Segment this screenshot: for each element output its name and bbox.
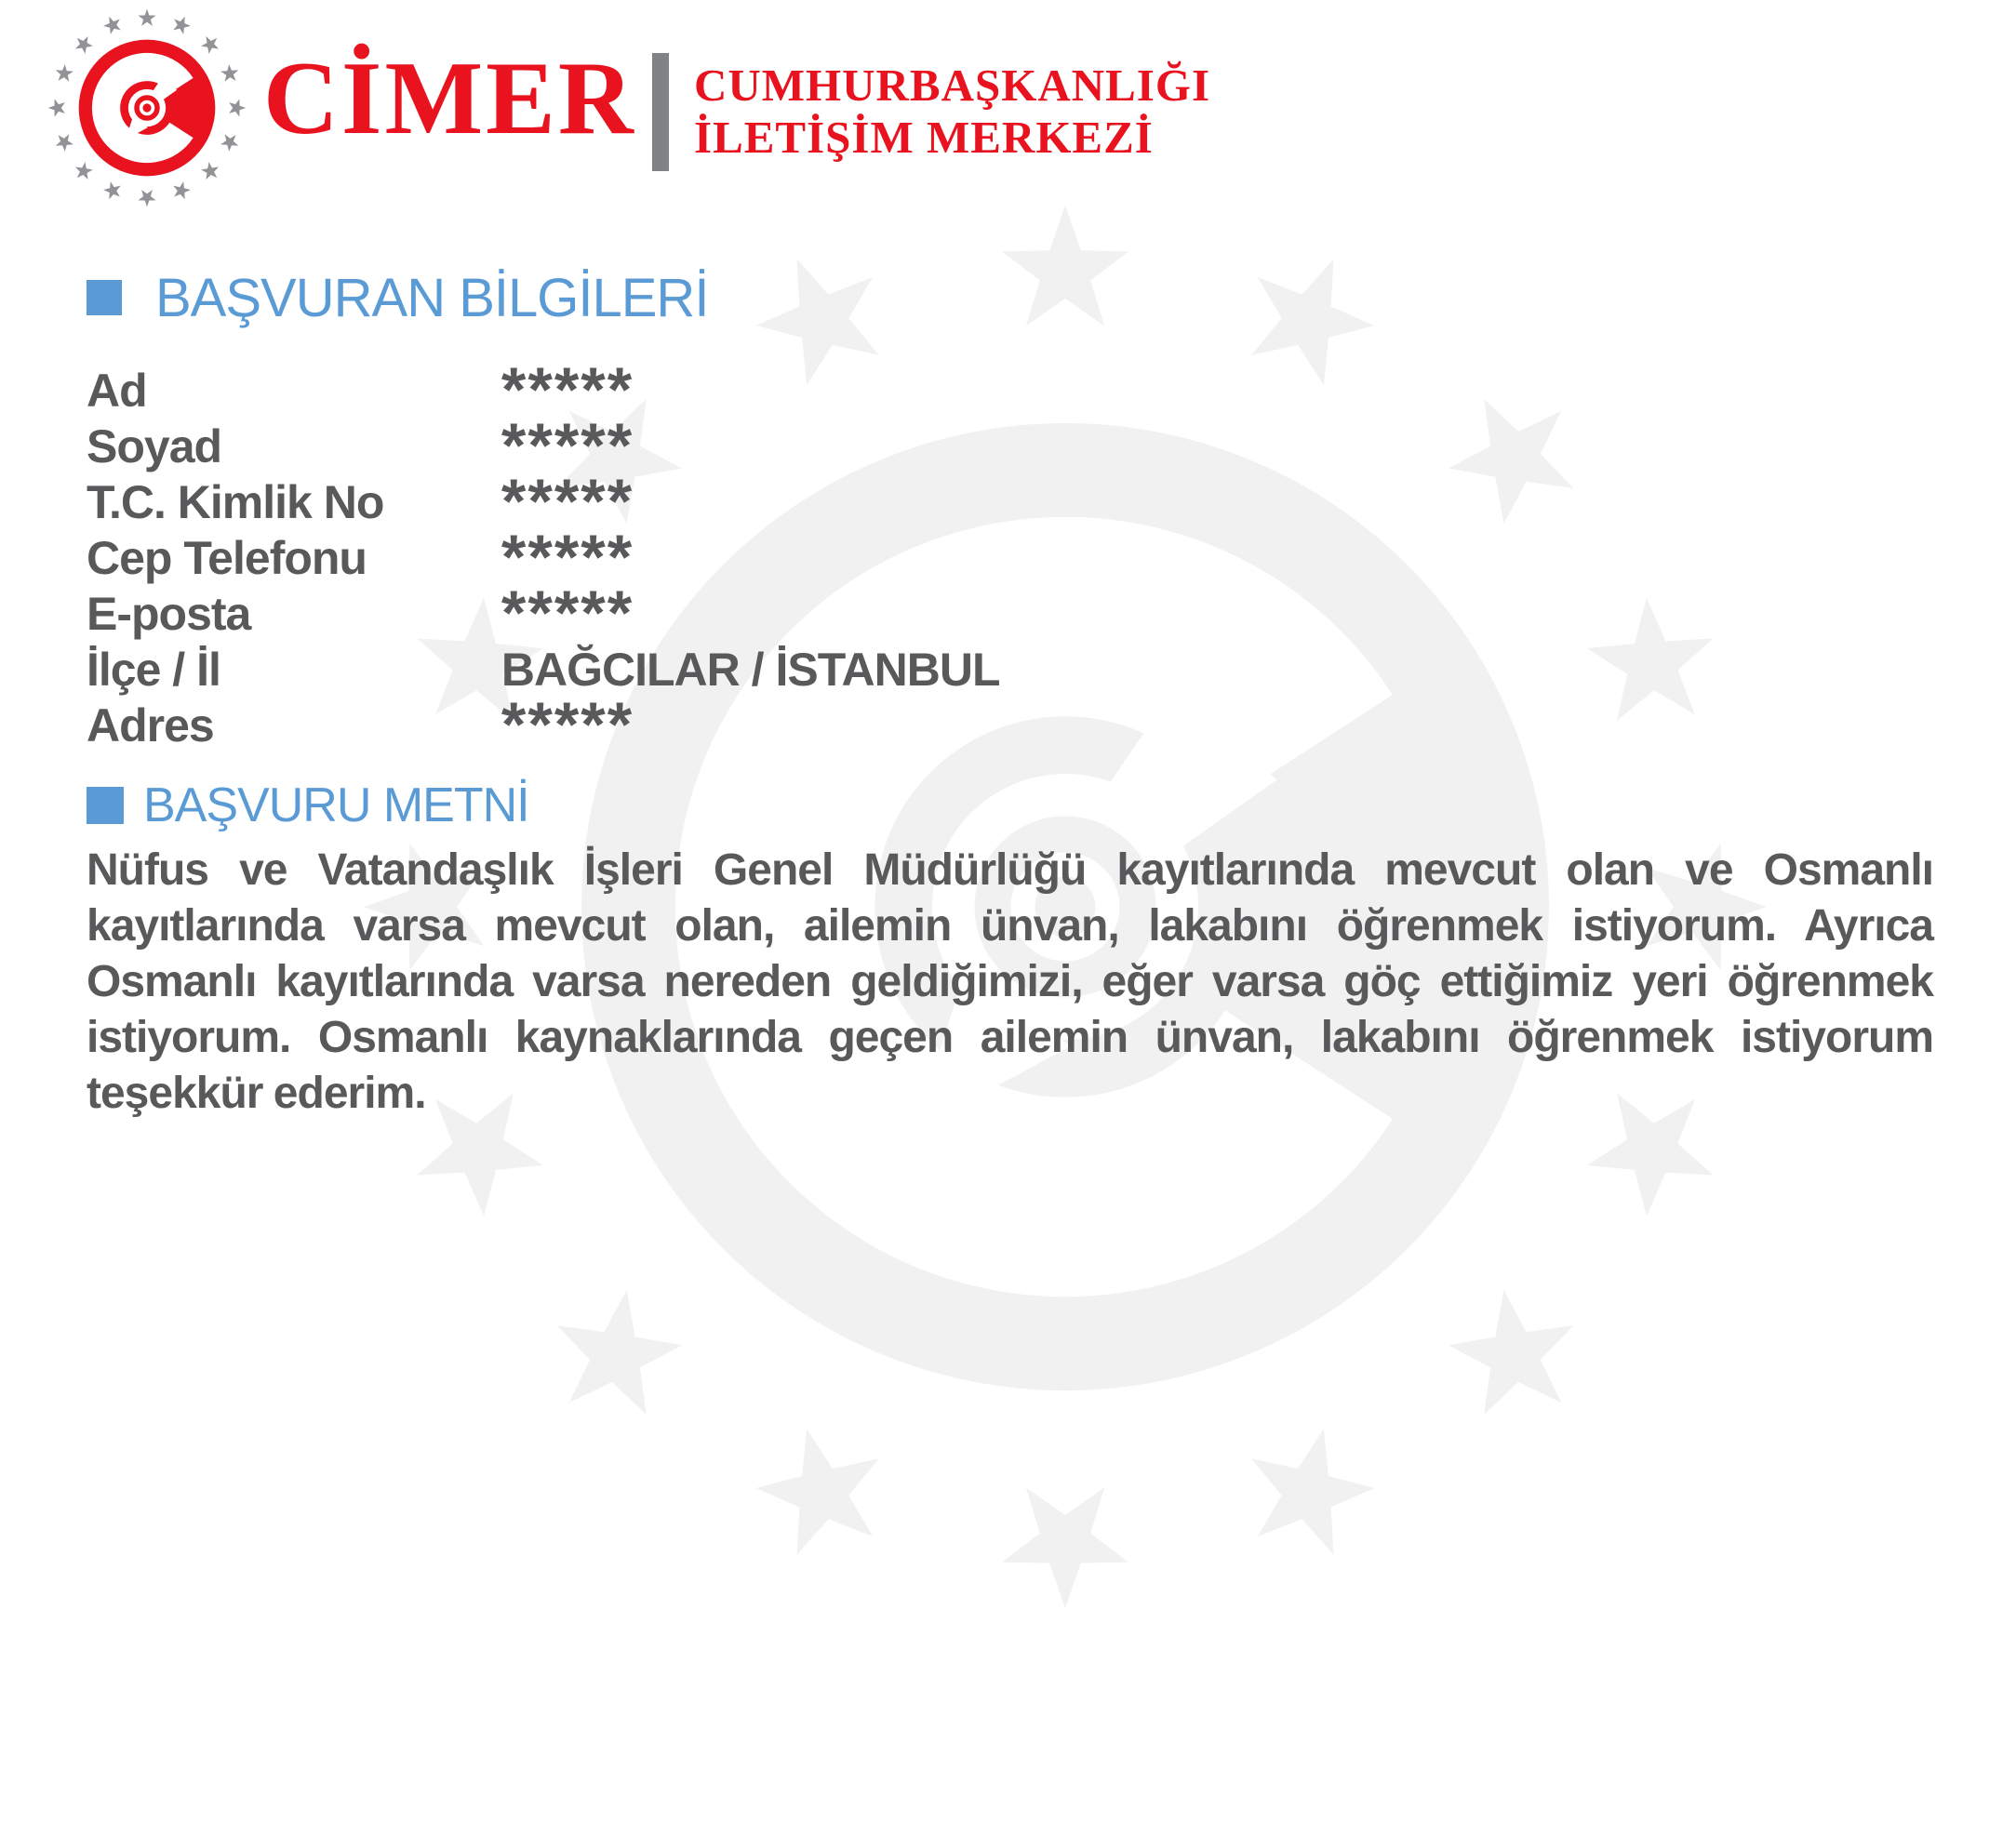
org-name bbox=[694, 60, 1210, 164]
field-value: ***** bbox=[501, 466, 634, 537]
header-divider bbox=[652, 53, 669, 171]
application-text: Nüfus ve Vatandaşlık İşleri Genel Müdürlüğü kayıtlarında mevcut olan ve Osmanlı kayıtlarında varsa mevcut olan, ailemin ünvan, lakabını öğrenmek istiyorum. Ayrıca Osmanlı kayıtlarında varsa nereden geldiğimizi, eğer varsa göç ettiğimiz yeri öğrenmek istiyorum. Osmanlı kaynaklarında geçen ailemin ünvan, lakabını öğrenmek istiyorum teşekkür ederim. bbox=[87, 845, 1933, 1118]
org-name-line2: İLETİŞİM MERKEZİ bbox=[694, 112, 1154, 163]
field-label: Adres bbox=[87, 699, 214, 751]
field-value: ***** bbox=[501, 354, 634, 425]
field-row bbox=[87, 578, 1933, 648]
cimer-logo-icon bbox=[45, 6, 249, 210]
field-value: ***** bbox=[501, 410, 634, 481]
field-row bbox=[87, 410, 1933, 481]
field-label: Cep Telefonu bbox=[87, 532, 367, 584]
field-row bbox=[87, 466, 1933, 537]
field-label: İlçe / İl bbox=[87, 644, 220, 696]
field-label: T.C. Kimlik No bbox=[87, 476, 384, 528]
brand-wordmark: CİMER bbox=[263, 41, 636, 156]
field-label: Ad bbox=[87, 365, 147, 417]
section-title: BAŞVURAN BİLGİLERİ bbox=[155, 267, 709, 328]
section-header-applicant bbox=[87, 267, 709, 328]
field-value: ***** bbox=[501, 689, 634, 760]
applicant-fields bbox=[87, 354, 1933, 760]
org-name-line1: CUMHURBAŞKANLIĞI bbox=[694, 60, 1211, 111]
field-value: ***** bbox=[501, 578, 634, 648]
section-bullet-icon bbox=[87, 787, 124, 824]
section-bullet-icon bbox=[87, 280, 122, 315]
field-row bbox=[87, 354, 1933, 425]
section-header-application bbox=[87, 778, 529, 832]
field-row bbox=[87, 689, 1933, 760]
field-label: E-posta bbox=[87, 588, 251, 640]
field-value: ***** bbox=[501, 522, 634, 592]
section-title: BAŞVURU METNİ bbox=[143, 778, 529, 832]
field-label: Soyad bbox=[87, 420, 222, 472]
field-row bbox=[87, 642, 1933, 698]
field-value: BAĞCILAR / İSTANBUL bbox=[501, 644, 1000, 696]
field-row bbox=[87, 522, 1933, 592]
